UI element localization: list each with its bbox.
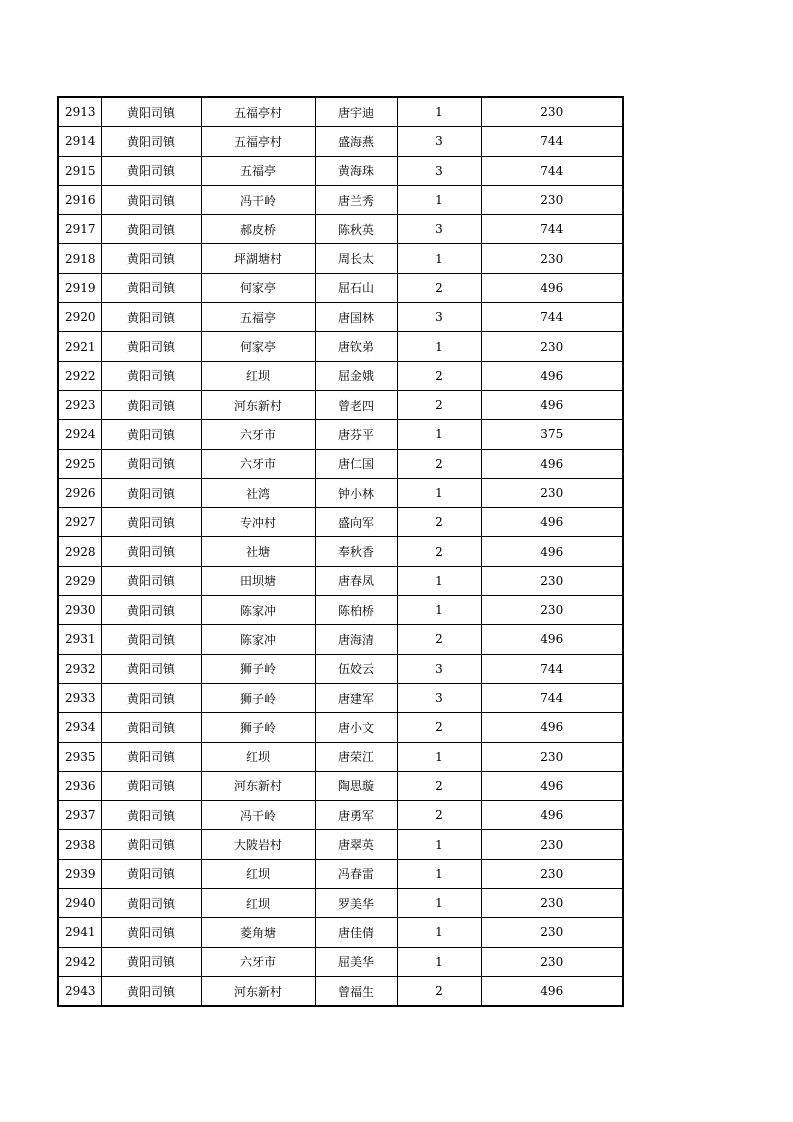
amount-cell: 496 — [481, 801, 623, 830]
count-cell: 1 — [397, 566, 481, 595]
table-row — [58, 918, 623, 947]
village-cell: 红坝 — [201, 859, 315, 888]
amount-cell: 496 — [481, 537, 623, 566]
amount-cell: 496 — [481, 273, 623, 302]
village-cell: 社塘 — [201, 537, 315, 566]
town-cell: 黄阳司镇 — [101, 654, 201, 683]
count-cell: 1 — [397, 332, 481, 361]
data-table — [57, 96, 624, 1007]
table-row — [58, 508, 623, 537]
village-cell: 陈家冲 — [201, 596, 315, 625]
town-cell: 黄阳司镇 — [101, 244, 201, 273]
table-row — [58, 156, 623, 185]
name-cell: 奉秋香 — [315, 537, 397, 566]
name-cell: 唐小文 — [315, 713, 397, 742]
town-cell: 黄阳司镇 — [101, 156, 201, 185]
row-number-cell: 2929 — [58, 566, 101, 595]
row-number-cell: 2921 — [58, 332, 101, 361]
village-cell: 五福亭 — [201, 156, 315, 185]
name-cell: 唐建军 — [315, 683, 397, 712]
table-row — [58, 537, 623, 566]
name-cell: 陶思璇 — [315, 771, 397, 800]
town-cell: 黄阳司镇 — [101, 215, 201, 244]
row-number-cell: 2934 — [58, 713, 101, 742]
table-row — [58, 244, 623, 273]
name-cell: 钟小林 — [315, 478, 397, 507]
table-row — [58, 830, 623, 859]
count-cell: 1 — [397, 244, 481, 273]
table-row — [58, 596, 623, 625]
table-row — [58, 566, 623, 595]
table-row — [58, 771, 623, 800]
count-cell: 2 — [397, 625, 481, 654]
table-row — [58, 713, 623, 742]
town-cell: 黄阳司镇 — [101, 127, 201, 156]
village-cell: 六牙市 — [201, 449, 315, 478]
count-cell: 1 — [397, 596, 481, 625]
village-cell: 五福亭村 — [201, 97, 315, 127]
row-number-cell: 2941 — [58, 918, 101, 947]
row-number-cell: 2917 — [58, 215, 101, 244]
amount-cell: 230 — [481, 185, 623, 214]
table-body — [58, 97, 623, 1006]
village-cell: 田坝塘 — [201, 566, 315, 595]
amount-cell: 496 — [481, 390, 623, 419]
row-number-cell: 2919 — [58, 273, 101, 302]
town-cell: 黄阳司镇 — [101, 97, 201, 127]
name-cell: 唐国林 — [315, 303, 397, 332]
town-cell: 黄阳司镇 — [101, 273, 201, 302]
name-cell: 唐钦弟 — [315, 332, 397, 361]
town-cell: 黄阳司镇 — [101, 683, 201, 712]
village-cell: 大陂岩村 — [201, 830, 315, 859]
name-cell: 盛海燕 — [315, 127, 397, 156]
row-number-cell: 2932 — [58, 654, 101, 683]
count-cell: 3 — [397, 215, 481, 244]
amount-cell: 744 — [481, 127, 623, 156]
name-cell: 唐佳倩 — [315, 918, 397, 947]
village-cell: 菱角塘 — [201, 918, 315, 947]
amount-cell: 496 — [481, 361, 623, 390]
village-cell: 六牙市 — [201, 947, 315, 976]
amount-cell: 230 — [481, 889, 623, 918]
count-cell: 2 — [397, 508, 481, 537]
row-number-cell: 2927 — [58, 508, 101, 537]
amount-cell: 230 — [481, 947, 623, 976]
village-cell: 陈家冲 — [201, 625, 315, 654]
town-cell: 黄阳司镇 — [101, 771, 201, 800]
town-cell: 黄阳司镇 — [101, 713, 201, 742]
village-cell: 五福亭村 — [201, 127, 315, 156]
table-row — [58, 420, 623, 449]
village-cell: 河东新村 — [201, 771, 315, 800]
table-row — [58, 654, 623, 683]
town-cell: 黄阳司镇 — [101, 742, 201, 771]
row-number-cell: 2931 — [58, 625, 101, 654]
count-cell: 1 — [397, 859, 481, 888]
count-cell: 1 — [397, 947, 481, 976]
table-row — [58, 478, 623, 507]
row-number-cell: 2937 — [58, 801, 101, 830]
amount-cell: 230 — [481, 566, 623, 595]
town-cell: 黄阳司镇 — [101, 420, 201, 449]
amount-cell: 375 — [481, 420, 623, 449]
count-cell: 1 — [397, 889, 481, 918]
table-row — [58, 332, 623, 361]
name-cell: 陈秋英 — [315, 215, 397, 244]
table-row — [58, 889, 623, 918]
amount-cell: 230 — [481, 332, 623, 361]
amount-cell: 496 — [481, 771, 623, 800]
row-number-cell: 2916 — [58, 185, 101, 214]
row-number-cell: 2918 — [58, 244, 101, 273]
table-row — [58, 390, 623, 419]
count-cell: 2 — [397, 713, 481, 742]
table-row — [58, 976, 623, 1006]
count-cell: 3 — [397, 156, 481, 185]
row-number-cell: 2928 — [58, 537, 101, 566]
village-cell: 河东新村 — [201, 976, 315, 1006]
table-row — [58, 683, 623, 712]
village-cell: 红坝 — [201, 742, 315, 771]
name-cell: 唐仁国 — [315, 449, 397, 478]
row-number-cell: 2914 — [58, 127, 101, 156]
town-cell: 黄阳司镇 — [101, 976, 201, 1006]
town-cell: 黄阳司镇 — [101, 596, 201, 625]
name-cell: 罗美华 — [315, 889, 397, 918]
name-cell: 陈柏桥 — [315, 596, 397, 625]
amount-cell: 230 — [481, 244, 623, 273]
count-cell: 2 — [397, 801, 481, 830]
town-cell: 黄阳司镇 — [101, 566, 201, 595]
row-number-cell: 2922 — [58, 361, 101, 390]
count-cell: 2 — [397, 361, 481, 390]
town-cell: 黄阳司镇 — [101, 918, 201, 947]
village-cell: 狮子岭 — [201, 713, 315, 742]
row-number-cell: 2940 — [58, 889, 101, 918]
village-cell: 何家亭 — [201, 332, 315, 361]
village-cell: 六牙市 — [201, 420, 315, 449]
table-row — [58, 742, 623, 771]
name-cell: 唐荣江 — [315, 742, 397, 771]
village-cell: 冯干岭 — [201, 801, 315, 830]
name-cell: 曾老四 — [315, 390, 397, 419]
row-number-cell: 2913 — [58, 97, 101, 127]
count-cell: 1 — [397, 97, 481, 127]
row-number-cell: 2942 — [58, 947, 101, 976]
village-cell: 五福亭 — [201, 303, 315, 332]
town-cell: 黄阳司镇 — [101, 625, 201, 654]
table-row — [58, 801, 623, 830]
row-number-cell: 2915 — [58, 156, 101, 185]
table-row — [58, 303, 623, 332]
count-cell: 3 — [397, 683, 481, 712]
count-cell: 1 — [397, 918, 481, 947]
row-number-cell: 2925 — [58, 449, 101, 478]
count-cell: 1 — [397, 742, 481, 771]
town-cell: 黄阳司镇 — [101, 390, 201, 419]
table-row — [58, 97, 623, 127]
village-cell: 何家亭 — [201, 273, 315, 302]
name-cell: 冯春雷 — [315, 859, 397, 888]
town-cell: 黄阳司镇 — [101, 508, 201, 537]
row-number-cell: 2943 — [58, 976, 101, 1006]
count-cell: 1 — [397, 420, 481, 449]
name-cell: 曾福生 — [315, 976, 397, 1006]
town-cell: 黄阳司镇 — [101, 889, 201, 918]
count-cell: 1 — [397, 185, 481, 214]
village-cell: 狮子岭 — [201, 654, 315, 683]
row-number-cell: 2920 — [58, 303, 101, 332]
village-cell: 狮子岭 — [201, 683, 315, 712]
amount-cell: 230 — [481, 742, 623, 771]
amount-cell: 230 — [481, 918, 623, 947]
count-cell: 2 — [397, 390, 481, 419]
count-cell: 2 — [397, 537, 481, 566]
amount-cell: 496 — [481, 508, 623, 537]
amount-cell: 230 — [481, 478, 623, 507]
amount-cell: 230 — [481, 97, 623, 127]
name-cell: 唐勇军 — [315, 801, 397, 830]
amount-cell: 744 — [481, 654, 623, 683]
name-cell: 唐宇迪 — [315, 97, 397, 127]
amount-cell: 230 — [481, 830, 623, 859]
town-cell: 黄阳司镇 — [101, 830, 201, 859]
amount-cell: 230 — [481, 596, 623, 625]
amount-cell: 744 — [481, 683, 623, 712]
row-number-cell: 2926 — [58, 478, 101, 507]
table-row — [58, 449, 623, 478]
village-cell: 冯干岭 — [201, 185, 315, 214]
town-cell: 黄阳司镇 — [101, 185, 201, 214]
count-cell: 1 — [397, 830, 481, 859]
row-number-cell: 2938 — [58, 830, 101, 859]
amount-cell: 496 — [481, 625, 623, 654]
row-number-cell: 2930 — [58, 596, 101, 625]
town-cell: 黄阳司镇 — [101, 537, 201, 566]
amount-cell: 496 — [481, 713, 623, 742]
name-cell: 唐兰秀 — [315, 185, 397, 214]
town-cell: 黄阳司镇 — [101, 332, 201, 361]
table-row — [58, 859, 623, 888]
village-cell: 郝皮桥 — [201, 215, 315, 244]
count-cell: 2 — [397, 449, 481, 478]
row-number-cell: 2936 — [58, 771, 101, 800]
name-cell: 屈石山 — [315, 273, 397, 302]
village-cell: 社湾 — [201, 478, 315, 507]
count-cell: 3 — [397, 303, 481, 332]
name-cell: 唐翠英 — [315, 830, 397, 859]
count-cell: 3 — [397, 654, 481, 683]
row-number-cell: 2923 — [58, 390, 101, 419]
town-cell: 黄阳司镇 — [101, 801, 201, 830]
count-cell: 2 — [397, 273, 481, 302]
village-cell: 红坝 — [201, 361, 315, 390]
amount-cell: 744 — [481, 156, 623, 185]
name-cell: 唐海清 — [315, 625, 397, 654]
village-cell: 坪湖塘村 — [201, 244, 315, 273]
table-row — [58, 947, 623, 976]
table-row — [58, 127, 623, 156]
town-cell: 黄阳司镇 — [101, 947, 201, 976]
village-cell: 红坝 — [201, 889, 315, 918]
village-cell: 专冲村 — [201, 508, 315, 537]
amount-cell: 744 — [481, 303, 623, 332]
name-cell: 唐芬平 — [315, 420, 397, 449]
row-number-cell: 2939 — [58, 859, 101, 888]
count-cell: 2 — [397, 976, 481, 1006]
name-cell: 周长太 — [315, 244, 397, 273]
row-number-cell: 2933 — [58, 683, 101, 712]
amount-cell: 744 — [481, 215, 623, 244]
town-cell: 黄阳司镇 — [101, 859, 201, 888]
table-row — [58, 185, 623, 214]
town-cell: 黄阳司镇 — [101, 361, 201, 390]
name-cell: 屈美华 — [315, 947, 397, 976]
village-cell: 河东新村 — [201, 390, 315, 419]
row-number-cell: 2924 — [58, 420, 101, 449]
amount-cell: 496 — [481, 976, 623, 1006]
table-row — [58, 273, 623, 302]
town-cell: 黄阳司镇 — [101, 449, 201, 478]
town-cell: 黄阳司镇 — [101, 303, 201, 332]
row-number-cell: 2935 — [58, 742, 101, 771]
count-cell: 2 — [397, 771, 481, 800]
name-cell: 屈金娥 — [315, 361, 397, 390]
count-cell: 3 — [397, 127, 481, 156]
amount-cell: 230 — [481, 859, 623, 888]
table-row — [58, 625, 623, 654]
table-row — [58, 215, 623, 244]
amount-cell: 496 — [481, 449, 623, 478]
name-cell: 伍姣云 — [315, 654, 397, 683]
count-cell: 1 — [397, 478, 481, 507]
name-cell: 唐春凤 — [315, 566, 397, 595]
name-cell: 盛向军 — [315, 508, 397, 537]
table-row — [58, 361, 623, 390]
name-cell: 黄海珠 — [315, 156, 397, 185]
town-cell: 黄阳司镇 — [101, 478, 201, 507]
